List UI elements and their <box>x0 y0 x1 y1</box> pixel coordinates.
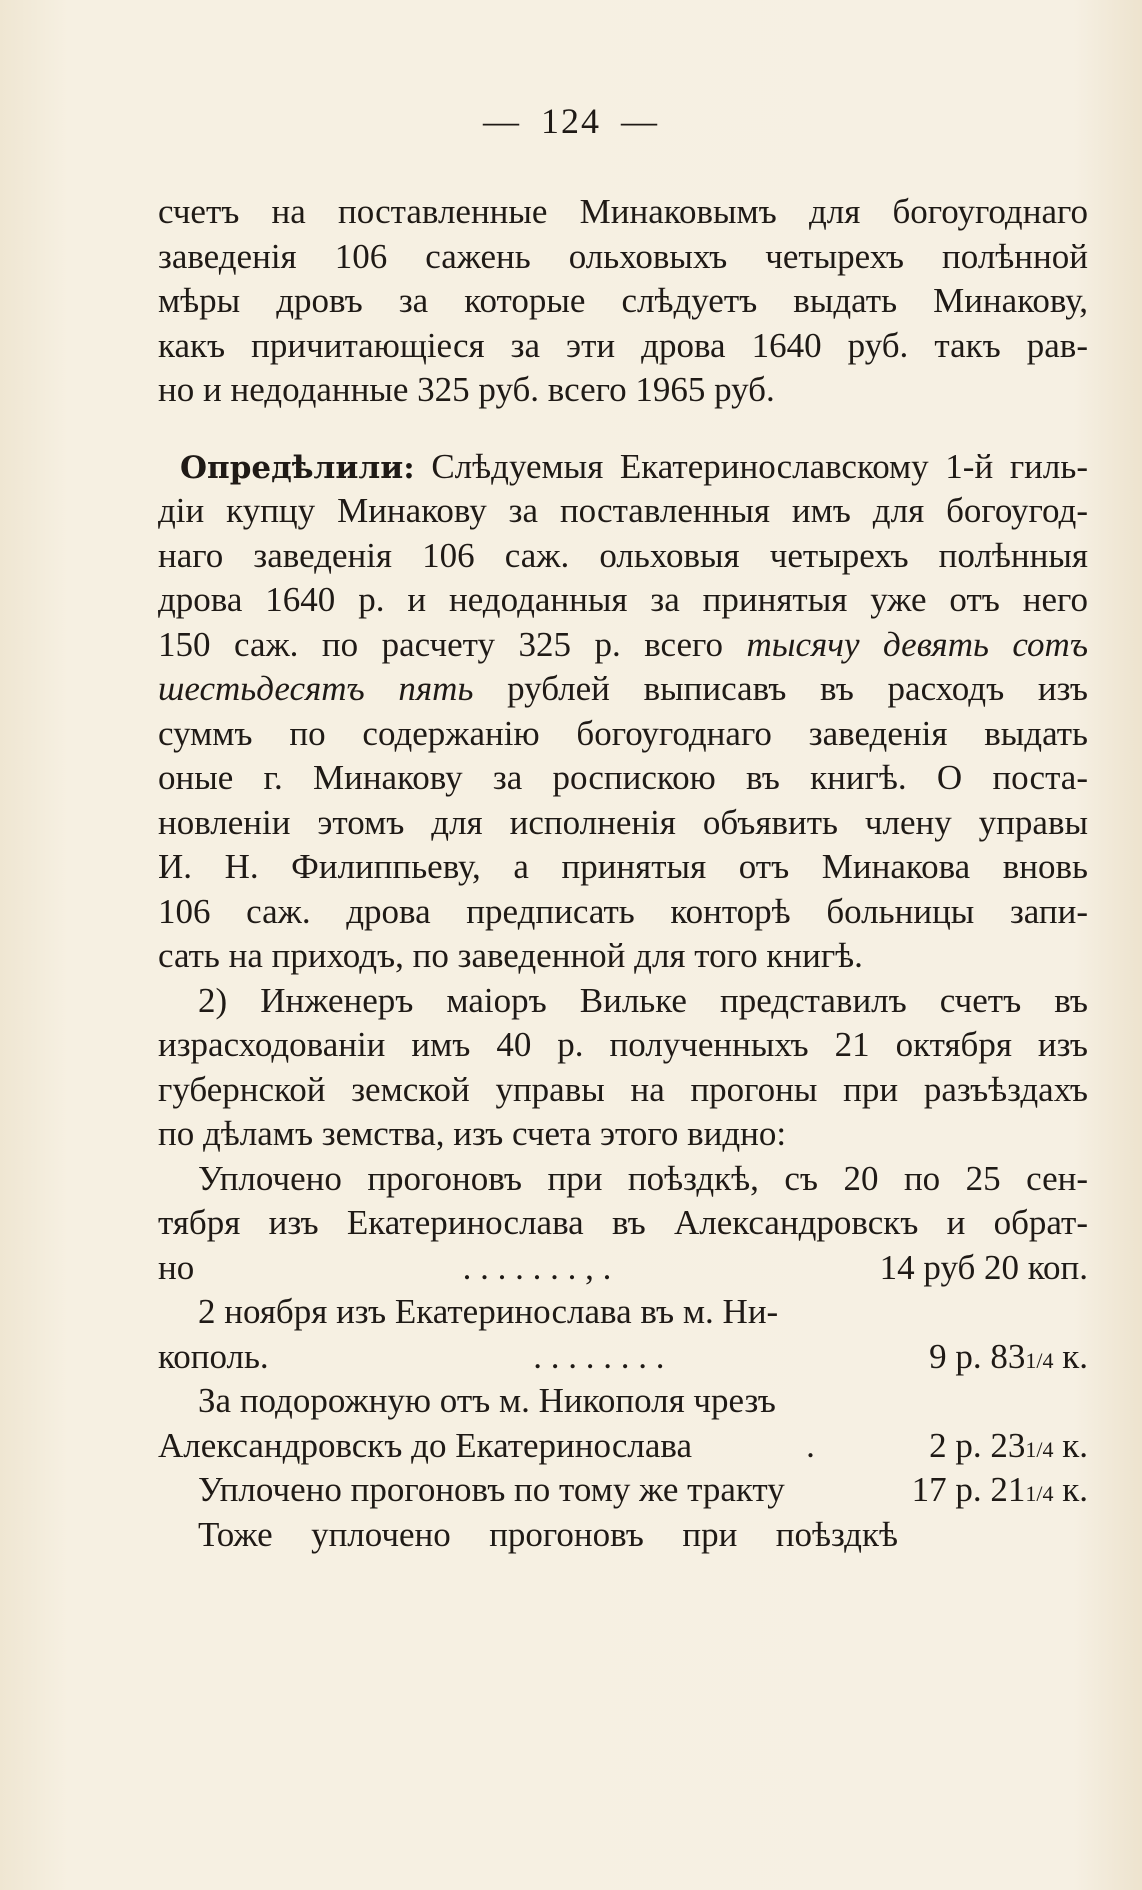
paragraph-resolution <box>158 445 1088 979</box>
amount-main: 2 р. 23 <box>929 1425 1026 1465</box>
page-header <box>0 100 1142 142</box>
text-span: рублей выписавъ въ расходъ изъ <box>473 669 1088 708</box>
text-line: Уплочено прогоновъ при поѣздкѣ, съ 20 по 25 сен- <box>198 1158 1088 1198</box>
text-line: Тоже уплочено прогоновъ при поѣздкѣ <box>198 1514 898 1554</box>
expense-amount <box>929 1424 1088 1469</box>
text-line: 106 саж. дрова предписать конторѣ больницы запи- <box>158 891 1088 931</box>
text-line: новленіи этомъ для исполненія объявить члену управы <box>158 802 1088 842</box>
amount-main: 9 р. 83 <box>929 1336 1026 1376</box>
expense-label: Александровскъ до Екатеринослава <box>158 1425 692 1465</box>
text-line: мѣры дровъ за которые слѣдуетъ выдать Минакову, <box>158 281 1088 320</box>
paragraph-invoice <box>158 190 1088 413</box>
expense-amount <box>912 1468 1088 1513</box>
text-line: израсходованіи имъ 40 р. полученныхъ 21 октября изъ <box>158 1025 1088 1064</box>
expense-amount <box>929 1335 1088 1380</box>
leader-dots: . <box>806 1425 815 1465</box>
amount-main: 17 р. 21 <box>911 1470 1026 1509</box>
text-line: заведенія 106 сажень ольховыхъ четырехъ полѣнной <box>158 236 1088 276</box>
text-line: губернской земской управы на прогоны при разъѣздахъ <box>158 1069 1088 1109</box>
expense-list <box>158 1157 1088 1558</box>
expense-label: Уплочено прогоновъ по тому же тракту <box>198 1470 785 1509</box>
page-number: 124 <box>541 101 601 141</box>
text-line <box>158 445 1088 490</box>
text-span: 150 саж. по расчету 325 р. всего <box>158 624 747 664</box>
italic-amount: тысячу девять сотъ <box>746 624 1088 664</box>
leader-dots: . . . . . . . , . <box>462 1247 612 1287</box>
text-line: И. Н. Филиппьеву, а принятыя отъ Минакова вновь <box>158 847 1088 886</box>
text-line: какъ причитающіеся за эти дрова 1640 руб. такъ рав- <box>158 325 1088 365</box>
amount-unit: к. <box>1053 1470 1088 1509</box>
text-line: дрова 1640 р. и недоданныя за принятыя уже отъ него <box>158 580 1088 619</box>
amount-fraction: 1/4 <box>1025 1347 1054 1373</box>
expense-row <box>158 1246 1088 1291</box>
text-line: но и недоданные 325 руб. всего 1965 руб. <box>158 370 775 409</box>
expense-label: кополь. <box>158 1336 269 1376</box>
italic-amount: шестьдесятъ пять <box>158 669 474 708</box>
text-line: діи купцу Минакову за поставленныя имъ для богоугод- <box>158 491 1088 530</box>
leader-dots: . . . . . . . . <box>533 1336 665 1376</box>
text-line: сать на приходъ, по заведенной для того книгѣ. <box>158 936 863 975</box>
expense-row <box>158 1468 1088 1513</box>
header-dash-right: — <box>621 101 659 141</box>
expense-row <box>158 1424 1088 1469</box>
expense-amount: 14 руб 20 коп. <box>879 1247 1088 1287</box>
amount-unit: к. <box>1053 1425 1088 1465</box>
text-line: суммъ по содержанію богоугоднаго заведенія выдать <box>158 713 1088 753</box>
text-line: тября изъ Екатеринослава въ Александровскъ и обрат- <box>158 1203 1088 1242</box>
text-line: 2) Инженеръ маіоръ Вильке представилъ счетъ въ <box>198 980 1088 1020</box>
header-dash-left: — <box>483 101 521 141</box>
text-line: по дѣламъ земства, изъ счета этого видно: <box>158 1114 787 1153</box>
page-body <box>158 190 1088 1557</box>
expense-row <box>158 1335 1088 1380</box>
expense-label: но <box>158 1247 195 1287</box>
resolution-line1-rest: Слѣдуемыя Екатеринославскому 1-й гиль- <box>414 446 1088 486</box>
amount-unit: к. <box>1053 1336 1088 1376</box>
text-line <box>158 667 1088 712</box>
text-line: оные г. Минакову за роспискою въ книгѣ. О поста- <box>158 758 1088 797</box>
text-line <box>158 623 1088 668</box>
text-line: счетъ на поставленные Минаковымъ для богоугоднаго <box>158 192 1088 231</box>
amount-fraction: 1/4 <box>1025 1436 1054 1462</box>
amount-fraction: 1/4 <box>1025 1481 1054 1506</box>
text-line: 2 ноября изъ Екатеринослава въ м. Ни- <box>198 1292 779 1331</box>
paragraph-engineer <box>158 979 1088 1157</box>
resolution-lead: Опредѣлили: <box>180 449 415 486</box>
text-line: наго заведенія 106 саж. ольховыя четырехъ полѣнныя <box>158 535 1088 575</box>
text-line: За подорожную отъ м. Никополя чрезъ <box>198 1381 776 1420</box>
